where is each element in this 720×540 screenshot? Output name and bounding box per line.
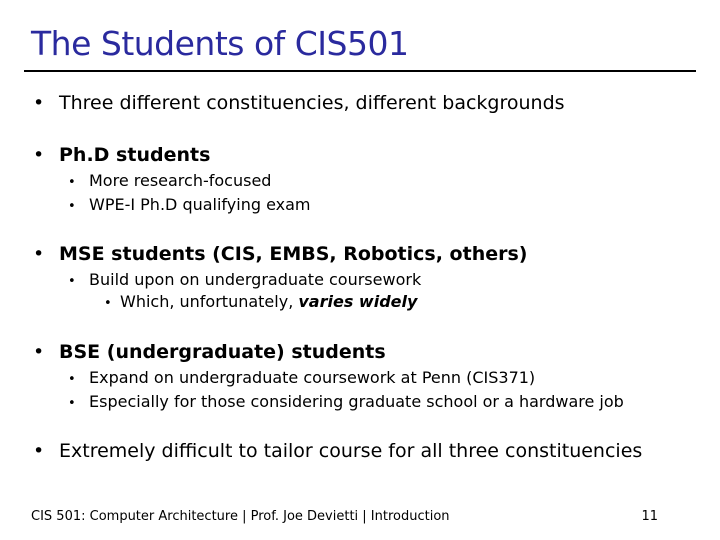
bullet-icon: • <box>33 341 45 363</box>
bullet-icon: • <box>68 199 76 214</box>
page-number: 11 <box>641 509 658 524</box>
bullet-text: Especially for those considering graduate school or a hardware job <box>89 392 624 411</box>
bullet-text: Which, unfortunately, <box>120 292 294 311</box>
bullet-level1 <box>33 144 210 166</box>
emphasized-text: varies widely <box>298 292 418 311</box>
title-divider <box>24 70 696 72</box>
slide-title: The Students of CIS501 <box>31 24 409 63</box>
bullet-level2 <box>68 171 271 190</box>
bullet-icon: • <box>33 144 45 166</box>
bullet-text: More research-focused <box>89 171 272 190</box>
bullet-level1 <box>33 243 527 265</box>
slide-footer: CIS 501: Computer Architecture | Prof. Joe Devietti | Introduction <box>31 509 450 524</box>
bullet-text: MSE students (CIS, EMBS, Robotics, others) <box>59 243 528 265</box>
bullet-level1 <box>33 341 386 363</box>
bullet-text: BSE (undergraduate) students <box>59 341 386 363</box>
bullet-icon: • <box>33 440 45 462</box>
bullet-level1 <box>33 92 565 114</box>
bullet-icon: • <box>104 296 112 311</box>
bullet-level3 <box>104 292 417 311</box>
bullet-icon: • <box>33 243 45 265</box>
bullet-text: Build upon on undergraduate coursework <box>89 270 422 289</box>
bullet-level2 <box>68 195 311 214</box>
bullet-text: WPE-I Ph.D qualifying exam <box>89 195 311 214</box>
bullet-text: Ph.D students <box>59 144 211 166</box>
bullet-icon: • <box>68 372 76 387</box>
bullet-text: Expand on undergraduate coursework at Penn (CIS371) <box>89 368 536 387</box>
bullet-level2 <box>68 270 421 289</box>
bullet-icon: • <box>68 274 76 289</box>
bullet-icon: • <box>33 92 45 114</box>
bullet-text: Extremely difficult to tailor course for all three constituencies <box>59 440 643 462</box>
bullet-level2 <box>68 368 535 387</box>
bullet-text: Three different constituencies, different backgrounds <box>59 92 565 114</box>
bullet-icon: • <box>68 175 76 190</box>
bullet-level2 <box>68 392 624 411</box>
bullet-level1 <box>33 440 642 462</box>
bullet-icon: • <box>68 396 76 411</box>
